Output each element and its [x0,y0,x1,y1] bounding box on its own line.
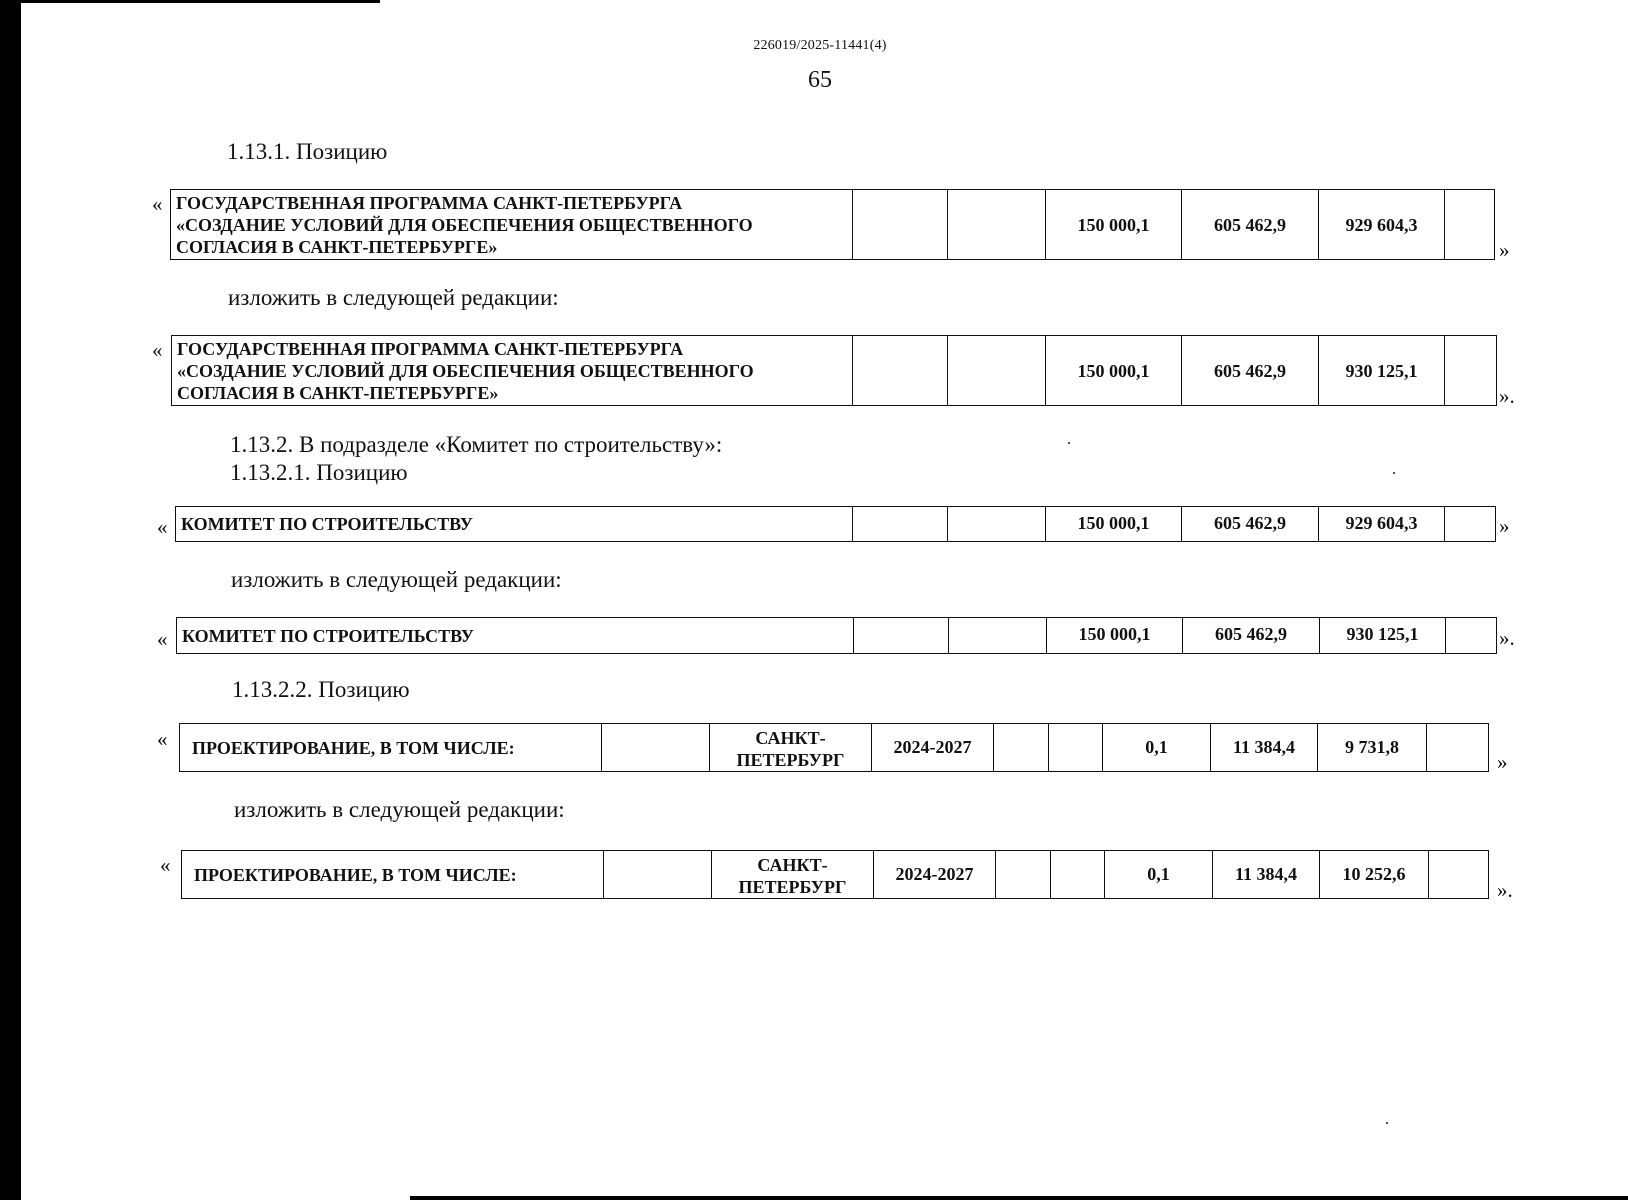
design-row-new [181,850,1489,899]
region-cell [710,724,872,772]
scan-border-top [0,0,380,3]
quote-close: » [1497,750,1508,774]
value-cell-3: 930 125,1 [1319,336,1445,406]
empty-cell [948,507,1046,542]
empty-cell [602,724,710,772]
value-cell-3: 929 604,3 [1319,190,1445,260]
quote-open: « [157,727,168,751]
program-name-cell [171,190,853,260]
value-cell-2: 605 462,9 [1183,618,1320,654]
quote-close-final: ». [1499,384,1515,408]
quote-open: « [160,853,171,877]
empty-cell [948,336,1046,406]
empty-cell [854,618,949,654]
program-name-line-1: ГОСУДАРСТВЕННАЯ ПРОГРАММА САНКТ-ПЕТЕРБУРГА [176,192,683,213]
value-cell-2: 11 384,4 [1213,851,1320,899]
scan-border-left [0,0,21,1200]
empty-cell [1445,336,1497,406]
value-cell-1: 0,1 [1105,851,1213,899]
paragraph-1-13-2-2: 1.13.2.2. Позицию [232,677,410,702]
quote-close-final: ». [1499,626,1515,650]
program-row-old [170,189,1495,260]
value-cell-3: 10 252,6 [1320,851,1429,899]
value-cell-3: 929 604,3 [1319,507,1445,542]
scan-speck [1068,442,1070,444]
committee-row-new [176,617,1497,654]
value-cell-1: 0,1 [1103,724,1211,772]
region-line-2: ПЕТЕРБУРГ [738,877,847,897]
committee-name: КОМИТЕТ ПО СТРОИТЕЛЬСТВУ [177,618,854,654]
empty-cell [948,190,1046,260]
empty-cell [1051,851,1105,899]
scan-speck [1393,472,1395,474]
value-cell-1: 150 000,1 [1047,618,1183,654]
design-name: ПРОЕКТИРОВАНИЕ, В ТОМ ЧИСЛЕ: [180,724,602,772]
value-cell-1: 150 000,1 [1046,336,1182,406]
quote-open: « [152,338,163,362]
paragraph-replace-2: изложить в следующей редакции: [231,567,562,592]
committee-name: КОМИТЕТ ПО СТРОИТЕЛЬСТВУ [176,507,853,542]
quote-close: » [1499,238,1510,262]
value-cell-2: 605 462,9 [1182,190,1319,260]
value-cell-1: 150 000,1 [1046,190,1182,260]
empty-cell [1445,190,1495,260]
empty-cell [949,618,1047,654]
empty-cell [604,851,712,899]
empty-cell [996,851,1051,899]
empty-cell [1446,618,1497,654]
period-cell: 2024-2027 [874,851,996,899]
program-name-cell [172,336,853,406]
paragraph-1-13-2-1: 1.13.2.1. Позицию [230,460,408,485]
value-cell-2: 11 384,4 [1211,724,1318,772]
empty-cell [1049,724,1103,772]
scan-border-bottom [410,1196,1628,1200]
design-row-old [179,723,1489,772]
paragraph-1-13-1: 1.13.1. Позицию [227,139,388,164]
quote-close: » [1499,514,1510,538]
region-cell [712,851,874,899]
region-line-2: ПЕТЕРБУРГ [736,750,845,770]
paragraph-replace-3: изложить в следующей редакции: [234,797,565,822]
program-name-line-2: «СОЗДАНИЕ УСЛОВИЙ ДЛЯ ОБЕСПЕЧЕНИЯ ОБЩЕСТВЕННОГО [177,360,754,381]
period-cell: 2024-2027 [872,724,994,772]
empty-cell [853,336,948,406]
committee-row-old [175,506,1496,542]
value-cell-3: 9 731,8 [1318,724,1427,772]
quote-close-final: ». [1497,878,1513,902]
design-name: ПРОЕКТИРОВАНИЕ, В ТОМ ЧИСЛЕ: [182,851,604,899]
region-line-1: САНКТ- [757,855,828,875]
program-name-line-3: СОГЛАСИЯ В САНКТ-ПЕТЕРБУРГЕ» [176,236,498,257]
paragraph-replace-1: изложить в следующей редакции: [228,285,559,310]
region-line-1: САНКТ- [755,728,826,748]
value-cell-1: 150 000,1 [1046,507,1182,542]
value-cell-3: 930 125,1 [1320,618,1446,654]
paragraph-1-13-2: 1.13.2. В подразделе «Комитет по строительству»: [230,432,723,457]
empty-cell [1445,507,1496,542]
program-name-line-2: «СОЗДАНИЕ УСЛОВИЙ ДЛЯ ОБЕСПЕЧЕНИЯ ОБЩЕСТВЕННОГО [176,214,753,235]
program-row-new [171,335,1497,406]
empty-cell [853,507,948,542]
empty-cell [1429,851,1489,899]
program-name-line-3: СОГЛАСИЯ В САНКТ-ПЕТЕРБУРГЕ» [177,382,499,403]
value-cell-2: 605 462,9 [1182,507,1319,542]
program-name-line-1: ГОСУДАРСТВЕННАЯ ПРОГРАММА САНКТ-ПЕТЕРБУРГА [177,338,684,359]
scan-speck [1386,1122,1388,1124]
value-cell-2: 605 462,9 [1182,336,1319,406]
page-number: 65 [808,67,832,93]
quote-open: « [152,192,163,216]
document-id: 226019/2025-11441(4) [753,38,887,53]
empty-cell [1427,724,1489,772]
quote-open: « [157,515,168,539]
empty-cell [853,190,948,260]
quote-open: « [157,627,168,651]
empty-cell [994,724,1049,772]
